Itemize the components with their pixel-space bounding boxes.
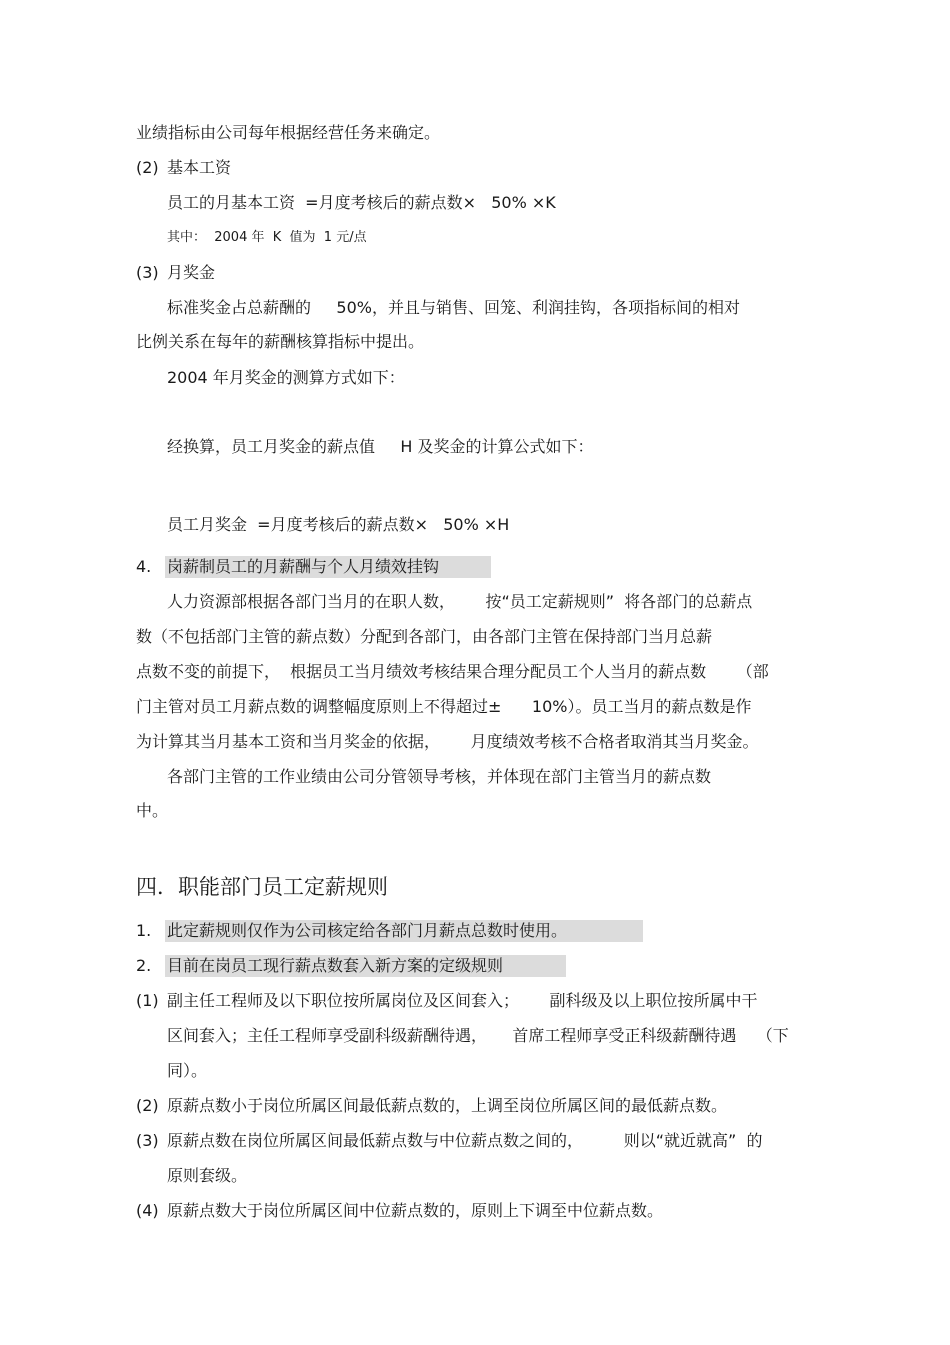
paragraph-line: 同）。 [167,1061,208,1080]
list-number: (2) [136,1096,159,1115]
paragraph-line: 原薪点数在岗位所属区间最低薪点数与中位薪点数之间的， 则以“就近就高” 的 [167,1131,763,1150]
paragraph-line: 经换算，员工月奖金的薪点值 H 及奖金的计算公式如下： [167,437,594,456]
paragraph-line: 各部门主管的工作业绩由公司分管领导考核，并体现在部门主管当月的薪点数 [167,767,712,786]
paragraph-line: 业绩指标由公司每年根据经营任务来确定。 [136,123,441,142]
paragraph-line: 中。 [136,801,169,820]
paragraph-line: 点数不变的前提下， 根据员工当月绩效考核结果合理分配员工个人当月的薪点数 （部 [136,662,769,681]
list-number: (4) [136,1201,159,1220]
formula-line: 员工的月基本工资 =月度考核后的薪点数× 50% ×K [167,193,556,212]
list-number: (1) [136,991,159,1010]
paragraph-line: 标准奖金占总薪酬的 50%，并且与销售、回笼、利润挂钩，各项指标间的相对 [167,298,740,317]
list-number: (3) [136,263,159,282]
item-heading: 此定薪规则仅作为公司核定给各部门月薪点总数时使用。 [167,921,568,940]
list-number: 4. [136,557,152,576]
paragraph-line: 人力资源部根据各部门当月的在职人数， 按“员工定薪规则” 将各部门的总薪点 [167,592,753,611]
list-number: 1. [136,921,152,940]
note-line: 其中： 2004 年 K 值为 1 元/点 [167,230,367,245]
item-heading: 岗薪制员工的月薪酬与个人月绩效挂钩 [167,557,440,576]
paragraph-line: 门主管对员工月薪点数的调整幅度原则上不得超过± 10%）。员工当月的薪点数是作 [136,697,752,716]
paragraph-line: 原则套级。 [167,1166,248,1185]
list-number: (3) [136,1131,159,1150]
paragraph-line: 比例关系在每年的薪酬核算指标中提出。 [136,332,425,351]
paragraph-line: 2004 年月奖金的测算方式如下： [167,368,405,387]
paragraph-line: 为计算其当月基本工资和当月奖金的依据， 月度绩效考核不合格者取消其当月奖金。 [136,732,759,751]
subheading: 月奖金 [167,263,216,282]
item-heading: 目前在岗员工现行薪点数套入新方案的定级规则 [167,956,504,975]
paragraph-line: 区间套入；主任工程师享受副科级薪酬待遇， 首席工程师享受正科级薪酬待遇 （下 [167,1026,789,1045]
subheading: 基本工资 [167,158,232,177]
formula-line: 员工月奖金 =月度考核后的薪点数× 50% ×H [167,515,510,534]
paragraph-line: 原薪点数小于岗位所属区间最低薪点数的，上调至岗位所属区间的最低薪点数。 [167,1096,728,1115]
paragraph-line: 数（不包括部门主管的薪点数）分配到各部门，由各部门主管在保持部门当月总薪 [136,627,713,646]
paragraph-line: 原薪点数大于岗位所属区间中位薪点数的，原则上下调至中位薪点数。 [167,1201,664,1220]
section-heading: 四．职能部门员工定薪规则 [136,875,388,899]
list-number: 2. [136,956,152,975]
list-number: (2) [136,158,159,177]
paragraph-line: 副主任工程师及以下职位按所属岗位及区间套入； 副科级及以上职位按所属中干 [167,991,758,1010]
